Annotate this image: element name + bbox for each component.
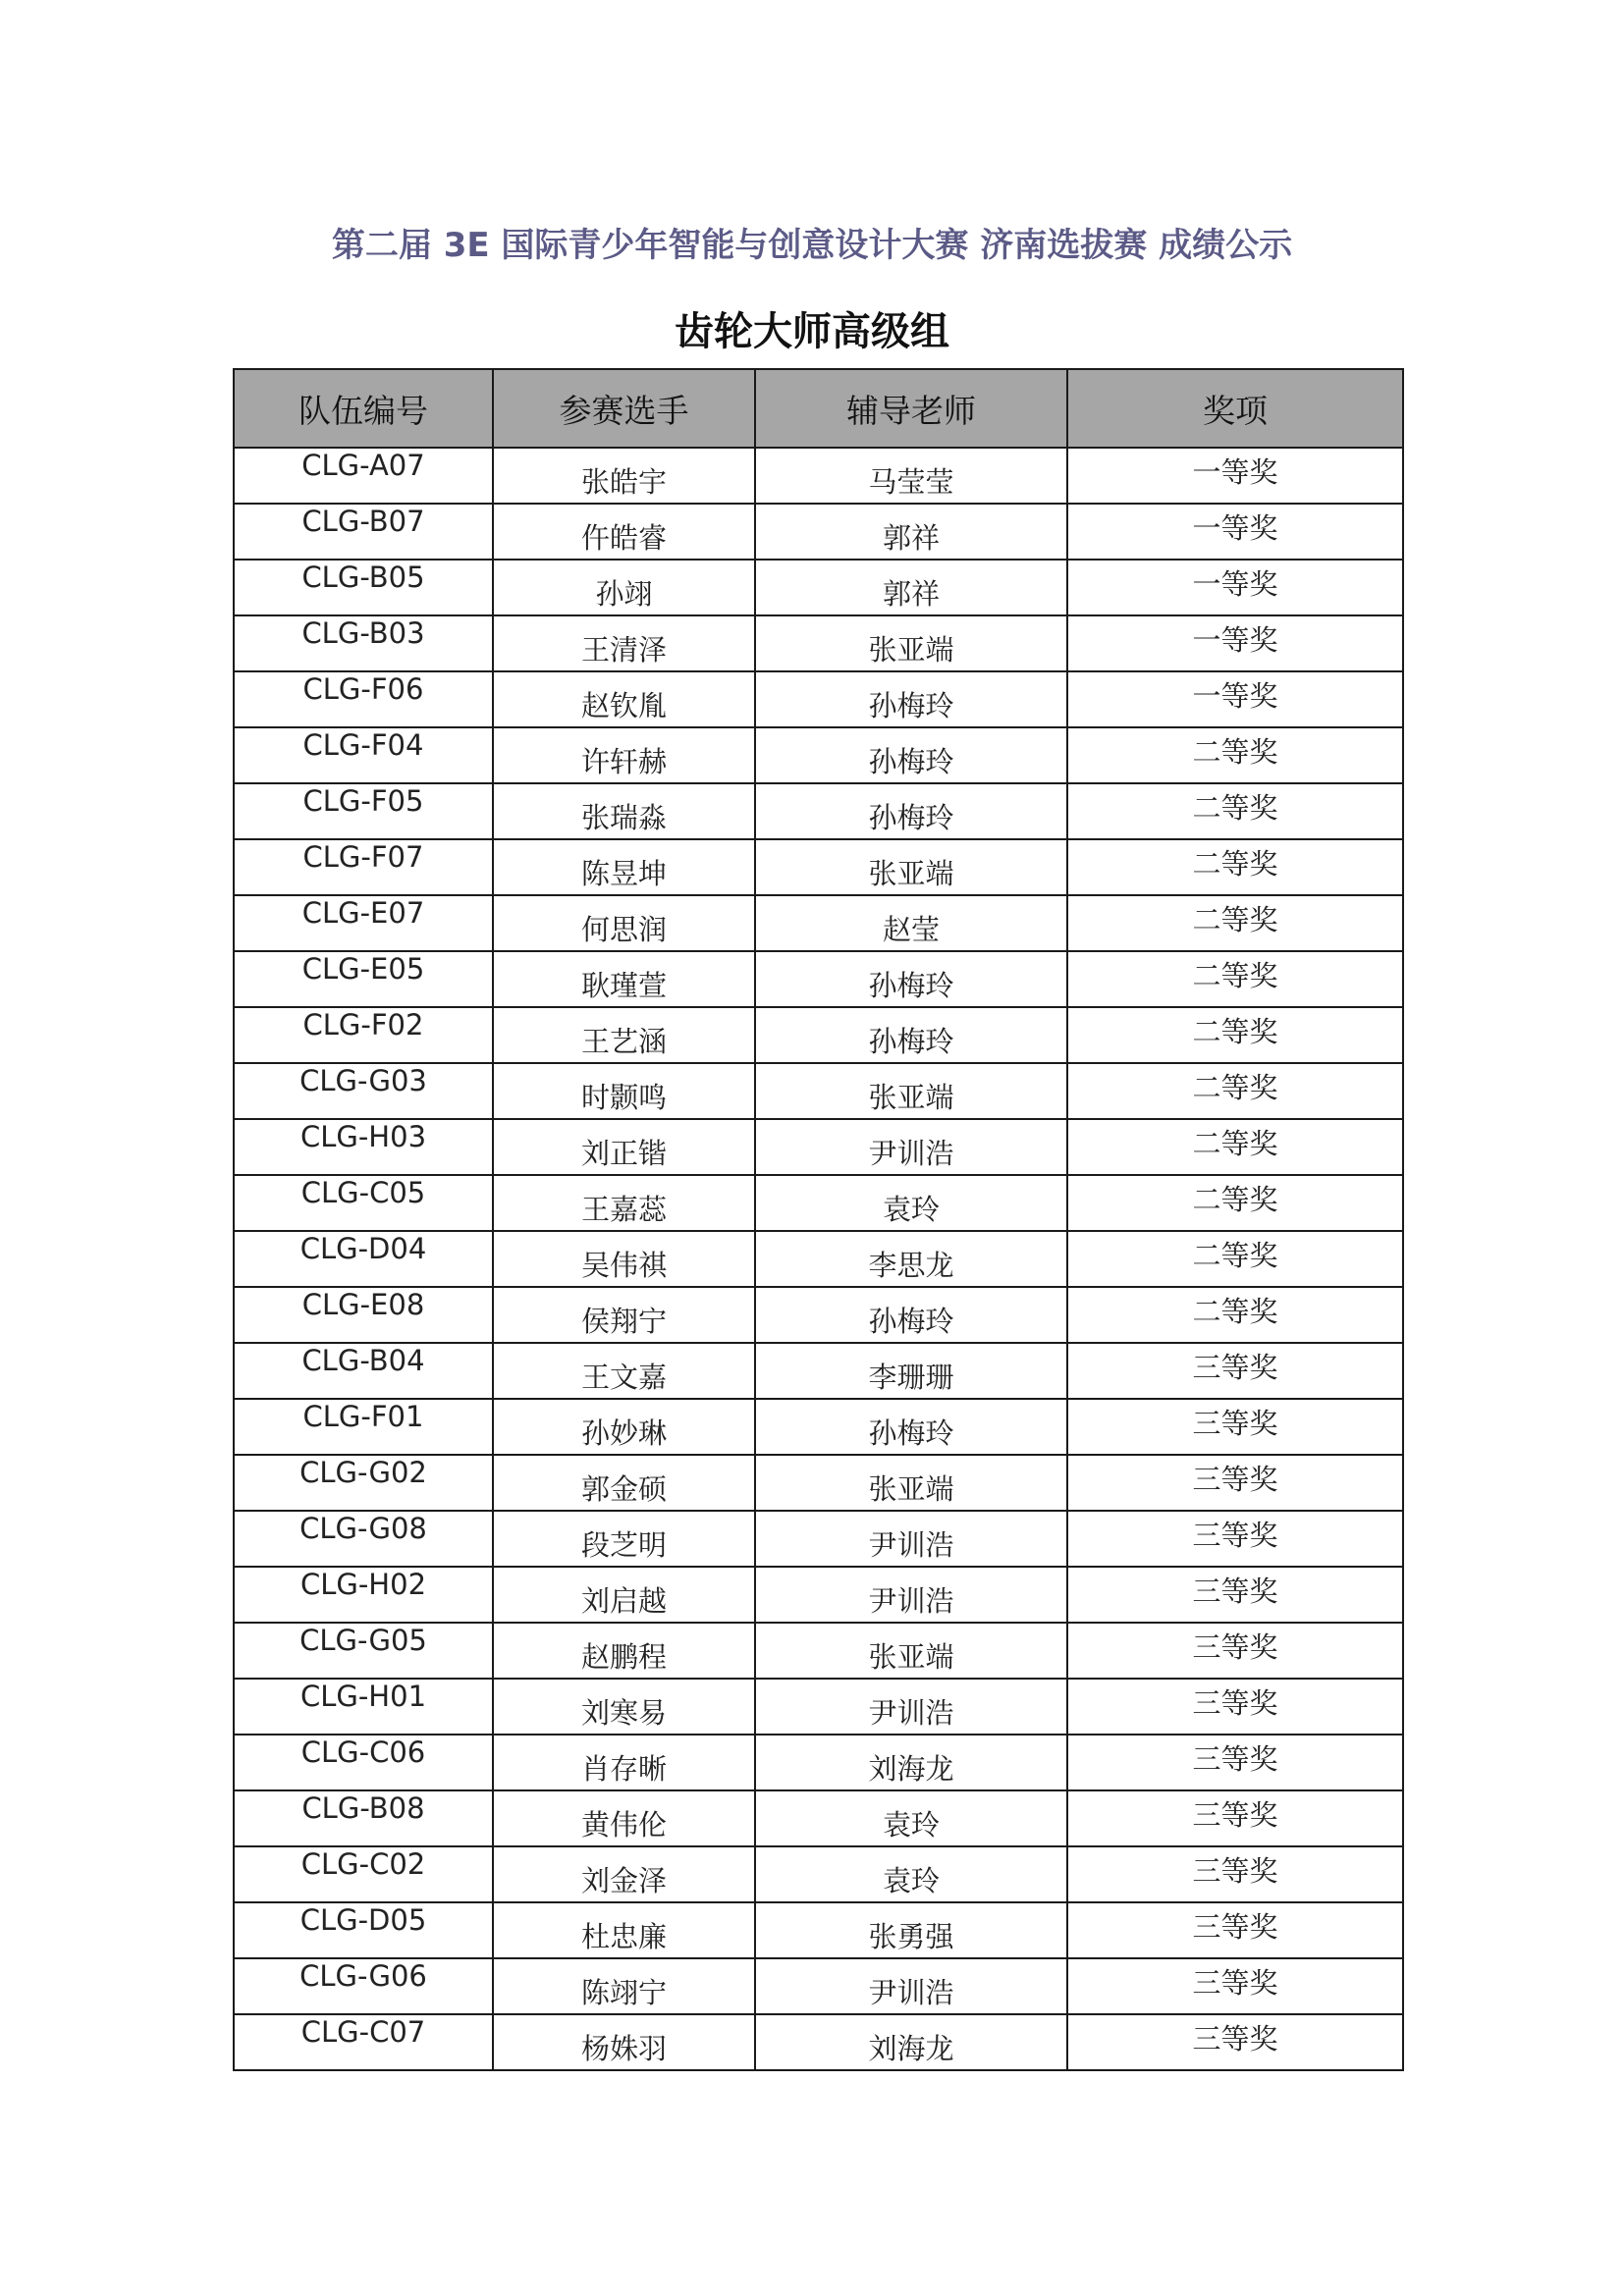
team-id-cell: CLG-G06: [234, 1958, 493, 2014]
team-id-cell: CLG-C06: [234, 1735, 493, 1790]
table-row: [234, 1343, 1403, 1399]
player-cell: [493, 504, 755, 560]
coach-cell: [755, 1399, 1067, 1455]
coach-cell-text: 马莹莹: [868, 465, 954, 499]
coach-cell: [755, 504, 1067, 560]
team-id-cell: CLG-B07: [234, 504, 493, 560]
table-row: [234, 1735, 1403, 1790]
coach-cell-text: 李珊珊: [868, 1361, 954, 1394]
award-cell: [1067, 1399, 1403, 1455]
table-row: [234, 1063, 1403, 1119]
player-cell: [493, 727, 755, 783]
award-cell-text: 二等奖: [1192, 1071, 1278, 1104]
coach-cell-text: 尹训浩: [868, 1696, 954, 1730]
coach-cell: [755, 1007, 1067, 1063]
coach-cell-text: 孙梅玲: [868, 689, 954, 722]
award-cell: [1067, 1623, 1403, 1679]
player-cell: [493, 839, 755, 895]
player-cell-text: 刘金泽: [580, 1864, 667, 1897]
award-cell: [1067, 1119, 1403, 1175]
coach-cell-text: 尹训浩: [868, 1976, 954, 2009]
coach-cell: [755, 560, 1067, 615]
team-id-cell: CLG-F04: [234, 727, 493, 783]
player-cell-text: 吴伟祺: [580, 1249, 667, 1282]
coach-cell-text: 尹训浩: [868, 1528, 954, 1562]
award-cell-text: 三等奖: [1192, 1686, 1278, 1720]
player-cell-text: 许轩赫: [580, 745, 667, 778]
coach-cell-text: 孙梅玲: [868, 969, 954, 1002]
player-cell-text: 侯翔宁: [580, 1305, 667, 1338]
coach-cell-text: 尹训浩: [868, 1584, 954, 1618]
document-title: 第二届 3E 国际青少年智能与创意设计大赛 济南选拔赛 成绩公示: [331, 226, 1293, 265]
coach-cell-text: 张亚端: [868, 1472, 954, 1506]
award-cell-text: 二等奖: [1192, 1015, 1278, 1048]
player-cell-text: 刘寒易: [580, 1696, 667, 1730]
table-row: [234, 1790, 1403, 1846]
table-row: [234, 1007, 1403, 1063]
award-cell: [1067, 1511, 1403, 1567]
award-cell: [1067, 727, 1403, 783]
coach-cell-text: 孙梅玲: [868, 745, 954, 778]
coach-cell: [755, 1455, 1067, 1511]
player-cell: [493, 1846, 755, 1902]
team-id-cell: CLG-B05: [234, 560, 493, 615]
table-row: [234, 1511, 1403, 1567]
coach-cell: [755, 448, 1067, 504]
coach-cell-text: 张勇强: [868, 1920, 954, 1953]
table-row: [234, 1231, 1403, 1287]
coach-cell-text: 张亚端: [868, 857, 954, 890]
coach-cell-text: 孙梅玲: [868, 801, 954, 834]
coach-cell-text: 孙梅玲: [868, 1416, 954, 1450]
header-team-id: 队伍编号: [234, 369, 493, 448]
player-cell: [493, 1287, 755, 1343]
award-cell: [1067, 560, 1403, 615]
player-cell-text: 赵钦胤: [580, 689, 667, 722]
table-row: [234, 1958, 1403, 2014]
header-coach: 辅导老师: [755, 369, 1067, 448]
team-id-cell: CLG-H02: [234, 1567, 493, 1623]
table-row: [234, 1623, 1403, 1679]
player-cell-text: 耿瑾萱: [580, 969, 667, 1002]
team-id-cell: CLG-D04: [234, 1231, 493, 1287]
coach-cell: [755, 951, 1067, 1007]
table-row: [234, 1175, 1403, 1231]
header-award: 奖项: [1067, 369, 1403, 448]
table-row: [234, 727, 1403, 783]
team-id-cell: CLG-F05: [234, 783, 493, 839]
player-cell-text: 张皓宇: [580, 465, 667, 499]
award-cell: [1067, 448, 1403, 504]
award-cell: [1067, 839, 1403, 895]
player-cell-text: 王艺涵: [580, 1025, 667, 1058]
award-cell-text: 三等奖: [1192, 1575, 1278, 1608]
award-cell-text: 一等奖: [1192, 455, 1278, 489]
award-cell-text: 三等奖: [1192, 1519, 1278, 1552]
table-row: [234, 1679, 1403, 1735]
player-cell-text: 赵鹏程: [580, 1640, 667, 1674]
team-id-cell: CLG-E05: [234, 951, 493, 1007]
coach-cell-text: 张亚端: [868, 633, 954, 667]
player-cell: [493, 895, 755, 951]
coach-cell: [755, 671, 1067, 727]
player-cell: [493, 1623, 755, 1679]
coach-cell: [755, 1063, 1067, 1119]
award-cell-text: 二等奖: [1192, 1127, 1278, 1160]
coach-cell-text: 尹训浩: [868, 1137, 954, 1170]
team-id-cell: CLG-C02: [234, 1846, 493, 1902]
coach-cell: [755, 1958, 1067, 2014]
team-id-cell: CLG-F07: [234, 839, 493, 895]
award-cell-text: 三等奖: [1192, 2022, 1278, 2056]
group-title: 齿轮大师高级组: [675, 309, 949, 354]
award-cell: [1067, 504, 1403, 560]
table-row: [234, 895, 1403, 951]
table-row: [234, 2014, 1403, 2070]
player-cell-text: 张瑞淼: [580, 801, 667, 834]
player-cell: [493, 1511, 755, 1567]
award-cell-text: 三等奖: [1192, 1854, 1278, 1888]
award-cell: [1067, 1287, 1403, 1343]
player-cell-text: 王文嘉: [580, 1361, 667, 1394]
award-cell: [1067, 1567, 1403, 1623]
table-header: [234, 369, 1403, 448]
team-id-cell: CLG-F06: [234, 671, 493, 727]
player-cell: [493, 1343, 755, 1399]
coach-cell: [755, 1735, 1067, 1790]
coach-cell: [755, 1623, 1067, 1679]
award-cell: [1067, 1343, 1403, 1399]
coach-cell: [755, 615, 1067, 671]
coach-cell: [755, 783, 1067, 839]
team-id-cell: CLG-F01: [234, 1399, 493, 1455]
table-row: [234, 1846, 1403, 1902]
coach-cell-text: 袁玲: [882, 1808, 940, 1842]
player-cell: [493, 1455, 755, 1511]
award-cell-text: 三等奖: [1192, 1407, 1278, 1440]
header-row: [234, 369, 1403, 448]
player-cell-text: 郭金硕: [580, 1472, 667, 1506]
award-cell-text: 三等奖: [1192, 1910, 1278, 1944]
header-player: 参赛选手: [493, 369, 755, 448]
team-id-cell: CLG-G08: [234, 1511, 493, 1567]
player-cell: [493, 2014, 755, 2070]
team-id-cell: CLG-F02: [234, 1007, 493, 1063]
player-cell-text: 杨姝羽: [580, 2032, 667, 2065]
team-id-cell: CLG-B03: [234, 615, 493, 671]
award-cell: [1067, 1735, 1403, 1790]
player-cell: [493, 448, 755, 504]
award-cell: [1067, 951, 1403, 1007]
player-cell: [493, 1399, 755, 1455]
award-cell-text: 二等奖: [1192, 903, 1278, 936]
coach-cell: [755, 895, 1067, 951]
table-row: [234, 1567, 1403, 1623]
award-cell-text: 二等奖: [1192, 791, 1278, 825]
coach-cell: [755, 1511, 1067, 1567]
coach-cell: [755, 1790, 1067, 1846]
team-id-cell: CLG-G03: [234, 1063, 493, 1119]
player-cell-text: 刘正锴: [580, 1137, 667, 1170]
award-cell: [1067, 895, 1403, 951]
coach-cell-text: 郭祥: [882, 577, 940, 611]
table-row: [234, 671, 1403, 727]
award-cell-text: 一等奖: [1192, 511, 1278, 545]
award-cell-text: 二等奖: [1192, 959, 1278, 992]
player-cell-text: 杜忠廉: [580, 1920, 667, 1953]
table-row: [234, 615, 1403, 671]
player-cell: [493, 1958, 755, 2014]
award-cell-text: 三等奖: [1192, 1463, 1278, 1496]
award-cell: [1067, 1679, 1403, 1735]
table-row: [234, 1287, 1403, 1343]
award-cell: [1067, 1455, 1403, 1511]
award-cell-text: 一等奖: [1192, 623, 1278, 657]
award-cell-text: 三等奖: [1192, 1630, 1278, 1664]
award-cell-text: 二等奖: [1192, 1295, 1278, 1328]
award-cell-text: 一等奖: [1192, 567, 1278, 601]
award-cell: [1067, 783, 1403, 839]
team-id-cell: CLG-H03: [234, 1119, 493, 1175]
award-cell: [1067, 671, 1403, 727]
coach-cell-text: 刘海龙: [868, 1752, 954, 1786]
coach-cell-text: 袁玲: [882, 1864, 940, 1897]
award-cell: [1067, 1846, 1403, 1902]
coach-cell-text: 张亚端: [868, 1081, 954, 1114]
coach-cell: [755, 839, 1067, 895]
table-row: [234, 448, 1403, 504]
coach-cell: [755, 1287, 1067, 1343]
player-cell: [493, 1735, 755, 1790]
team-id-cell: CLG-E07: [234, 895, 493, 951]
player-cell: [493, 951, 755, 1007]
coach-cell-text: 刘海龙: [868, 2032, 954, 2065]
coach-cell-text: 赵莹: [882, 913, 940, 946]
player-cell-text: 王嘉蕊: [580, 1193, 667, 1226]
table-row: [234, 1119, 1403, 1175]
coach-cell: [755, 727, 1067, 783]
player-cell-text: 仵皓睿: [580, 521, 667, 555]
award-cell: [1067, 1958, 1403, 2014]
table-row: [234, 1902, 1403, 1958]
player-cell: [493, 1567, 755, 1623]
award-cell-text: 一等奖: [1192, 679, 1278, 713]
player-cell-text: 刘启越: [580, 1584, 667, 1618]
table-row: [234, 1455, 1403, 1511]
coach-cell: [755, 1567, 1067, 1623]
team-id-cell: CLG-H01: [234, 1679, 493, 1735]
table-row: [234, 560, 1403, 615]
results-table: [233, 368, 1404, 2071]
team-id-cell: CLG-C07: [234, 2014, 493, 2070]
player-cell-text: 段芝明: [580, 1528, 667, 1562]
team-id-cell: CLG-D05: [234, 1902, 493, 1958]
coach-cell: [755, 1175, 1067, 1231]
coach-cell-text: 孙梅玲: [868, 1305, 954, 1338]
player-cell-text: 陈翊宁: [580, 1976, 667, 2009]
table-row: [234, 839, 1403, 895]
coach-cell-text: 袁玲: [882, 1193, 940, 1226]
coach-cell: [755, 1119, 1067, 1175]
table-row: [234, 783, 1403, 839]
award-cell-text: 三等奖: [1192, 1798, 1278, 1832]
team-id-cell: CLG-G05: [234, 1623, 493, 1679]
award-cell-text: 二等奖: [1192, 847, 1278, 881]
team-id-cell: CLG-B04: [234, 1343, 493, 1399]
player-cell: [493, 615, 755, 671]
award-cell: [1067, 1175, 1403, 1231]
coach-cell-text: 孙梅玲: [868, 1025, 954, 1058]
player-cell: [493, 1119, 755, 1175]
player-cell-text: 肖存晰: [580, 1752, 667, 1786]
award-cell: [1067, 1790, 1403, 1846]
player-cell: [493, 783, 755, 839]
coach-cell: [755, 1679, 1067, 1735]
player-cell-text: 何思润: [580, 913, 667, 946]
award-cell: [1067, 1231, 1403, 1287]
coach-cell: [755, 1343, 1067, 1399]
coach-cell: [755, 1231, 1067, 1287]
player-cell: [493, 671, 755, 727]
player-cell: [493, 560, 755, 615]
player-cell-text: 王清泽: [580, 633, 667, 667]
coach-cell: [755, 1902, 1067, 1958]
player-cell: [493, 1007, 755, 1063]
award-cell-text: 二等奖: [1192, 1183, 1278, 1216]
coach-cell: [755, 1846, 1067, 1902]
coach-cell-text: 郭祥: [882, 521, 940, 555]
player-cell: [493, 1902, 755, 1958]
award-cell-text: 三等奖: [1192, 1351, 1278, 1384]
team-id-cell: CLG-B08: [234, 1790, 493, 1846]
table-row: [234, 504, 1403, 560]
player-cell: [493, 1175, 755, 1231]
table-body: [234, 448, 1403, 2070]
player-cell-text: 陈昱坤: [580, 857, 667, 890]
player-cell: [493, 1063, 755, 1119]
award-cell: [1067, 1007, 1403, 1063]
team-id-cell: CLG-G02: [234, 1455, 493, 1511]
award-cell: [1067, 615, 1403, 671]
award-cell-text: 二等奖: [1192, 735, 1278, 769]
award-cell-text: 三等奖: [1192, 1742, 1278, 1776]
player-cell: [493, 1790, 755, 1846]
player-cell-text: 孙妙琳: [580, 1416, 667, 1450]
player-cell-text: 时颢鸣: [580, 1081, 667, 1114]
award-cell-text: 二等奖: [1192, 1239, 1278, 1272]
award-cell: [1067, 1063, 1403, 1119]
player-cell-text: 孙翊: [595, 577, 653, 611]
team-id-cell: CLG-E08: [234, 1287, 493, 1343]
award-cell-text: 三等奖: [1192, 1966, 1278, 2000]
player-cell-text: 黄伟伦: [580, 1808, 667, 1842]
coach-cell-text: 李思龙: [868, 1249, 954, 1282]
award-cell: [1067, 2014, 1403, 2070]
player-cell: [493, 1679, 755, 1735]
coach-cell-text: 张亚端: [868, 1640, 954, 1674]
player-cell: [493, 1231, 755, 1287]
table-row: [234, 951, 1403, 1007]
team-id-cell: CLG-C05: [234, 1175, 493, 1231]
coach-cell: [755, 2014, 1067, 2070]
award-cell: [1067, 1902, 1403, 1958]
table-row: [234, 1399, 1403, 1455]
team-id-cell: CLG-A07: [234, 448, 493, 504]
